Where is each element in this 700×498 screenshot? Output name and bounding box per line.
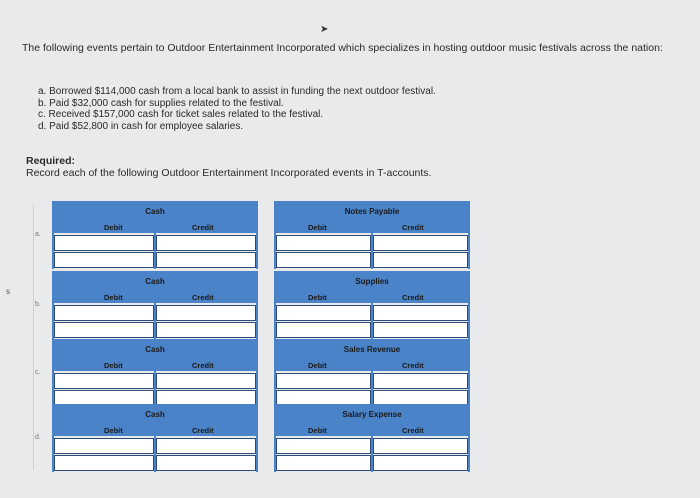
account-title: Cash	[145, 410, 165, 419]
credit-entry-field[interactable]	[373, 305, 468, 321]
account-edge	[274, 436, 276, 472]
debit-entry-field[interactable]	[276, 438, 371, 454]
t-account-header	[274, 339, 470, 371]
t-account-left-1	[52, 271, 258, 337]
t-account-right-0	[274, 201, 470, 267]
required-text: Record each of the following Outdoor Entertainment Incorporated events in T-accounts.	[26, 167, 432, 179]
credit-header: Credit	[192, 361, 214, 370]
account-edge	[256, 371, 258, 407]
credit-entry-field[interactable]	[156, 373, 256, 389]
required-label: Required:	[26, 155, 76, 167]
debit-header: Debit	[308, 223, 327, 232]
debit-header: Debit	[104, 426, 123, 435]
account-title: Cash	[145, 207, 165, 216]
t-account-header	[274, 404, 470, 436]
t-account-left-0	[52, 201, 258, 267]
credit-header: Credit	[192, 293, 214, 302]
account-title: Cash	[145, 277, 165, 286]
account-divider	[154, 233, 156, 269]
credit-entry-field[interactable]	[373, 373, 468, 389]
account-divider	[154, 303, 156, 339]
credit-entry-field[interactable]	[373, 438, 468, 454]
credit-entry-field[interactable]	[373, 252, 468, 268]
account-divider	[371, 233, 373, 269]
credit-entry-field[interactable]	[373, 322, 468, 338]
debit-entry-field[interactable]	[54, 235, 154, 251]
account-edge	[256, 303, 258, 339]
t-account-right-1	[274, 271, 470, 337]
credit-entry-field[interactable]	[156, 252, 256, 268]
account-edge	[274, 303, 276, 339]
row-letter-a: a.	[35, 231, 41, 238]
debit-header: Debit	[308, 361, 327, 370]
debit-header: Debit	[308, 293, 327, 302]
t-account-right-2	[274, 339, 470, 405]
account-edge	[468, 303, 470, 339]
account-title: Sales Revenue	[343, 345, 401, 354]
account-edge	[52, 371, 54, 407]
t-account-header	[52, 271, 258, 303]
margin-mark: s	[6, 287, 10, 296]
event-d: d. Paid $52,800 in cash for employee salaries.	[38, 120, 244, 132]
t-account-right-3	[274, 404, 470, 470]
t-account-header	[52, 404, 258, 436]
credit-header: Credit	[402, 223, 424, 232]
account-title: Cash	[145, 345, 165, 354]
account-title: Supplies	[355, 277, 389, 286]
row-letter-d: d.	[35, 434, 41, 441]
account-edge	[468, 233, 470, 269]
account-divider	[371, 371, 373, 407]
debit-header: Debit	[104, 361, 123, 370]
row-letter-b: b.	[35, 301, 41, 308]
event-b: b. Paid $32,000 cash for supplies related to the festival.	[38, 97, 284, 109]
t-account-left-3	[52, 404, 258, 470]
debit-entry-field[interactable]	[54, 438, 154, 454]
t-account-header	[274, 271, 470, 303]
credit-header: Credit	[192, 426, 214, 435]
debit-header: Debit	[308, 426, 327, 435]
events-list	[38, 86, 436, 132]
t-account-header	[52, 339, 258, 371]
debit-entry-field[interactable]	[276, 455, 371, 471]
debit-entry-field[interactable]	[54, 252, 154, 268]
credit-entry-field[interactable]	[156, 305, 256, 321]
debit-entry-field[interactable]	[276, 322, 371, 338]
account-divider	[371, 303, 373, 339]
cursor-arrow-icon: ➤	[320, 24, 329, 35]
credit-entry-field[interactable]	[156, 235, 256, 251]
debit-entry-field[interactable]	[276, 305, 371, 321]
account-divider	[371, 436, 373, 472]
account-title: Notes Payable	[344, 207, 400, 216]
credit-header: Credit	[402, 293, 424, 302]
credit-entry-field[interactable]	[373, 455, 468, 471]
account-edge	[256, 233, 258, 269]
debit-entry-field[interactable]	[54, 455, 154, 471]
debit-header: Debit	[104, 293, 123, 302]
debit-entry-field[interactable]	[276, 235, 371, 251]
debit-entry-field[interactable]	[276, 373, 371, 389]
account-divider	[154, 436, 156, 472]
credit-header: Credit	[402, 426, 424, 435]
debit-entry-field[interactable]	[276, 252, 371, 268]
credit-entry-field[interactable]	[156, 455, 256, 471]
debit-header: Debit	[104, 223, 123, 232]
account-title: Salary Expense	[342, 410, 402, 419]
account-edge	[468, 436, 470, 472]
event-a: a. Borrowed $114,000 cash from a local bank to assist in funding the next outdoor festival.	[38, 86, 436, 97]
credit-entry-field[interactable]	[156, 438, 256, 454]
credit-entry-field[interactable]	[156, 322, 256, 338]
account-edge	[52, 233, 54, 269]
debit-entry-field[interactable]	[54, 322, 154, 338]
t-account-header	[274, 201, 470, 233]
t-account-left-2	[52, 339, 258, 405]
credit-header: Credit	[192, 223, 214, 232]
credit-entry-field[interactable]	[373, 235, 468, 251]
debit-entry-field[interactable]	[54, 305, 154, 321]
account-edge	[274, 233, 276, 269]
account-edge	[52, 436, 54, 472]
account-edge	[256, 436, 258, 472]
intro-text: The following events pertain to Outdoor Entertainment Incorporated which specializes in hosting outdoor music festivals across the nation:	[22, 42, 663, 54]
account-divider	[154, 371, 156, 407]
account-edge	[274, 371, 276, 407]
debit-entry-field[interactable]	[54, 373, 154, 389]
credit-header: Credit	[402, 361, 424, 370]
t-account-header	[52, 201, 258, 233]
row-divider	[33, 205, 34, 470]
account-edge	[52, 303, 54, 339]
event-c: c. Received $157,000 cash for ticket sales related to the festival.	[38, 109, 324, 120]
account-edge	[468, 371, 470, 407]
row-letter-c: c.	[35, 369, 41, 376]
